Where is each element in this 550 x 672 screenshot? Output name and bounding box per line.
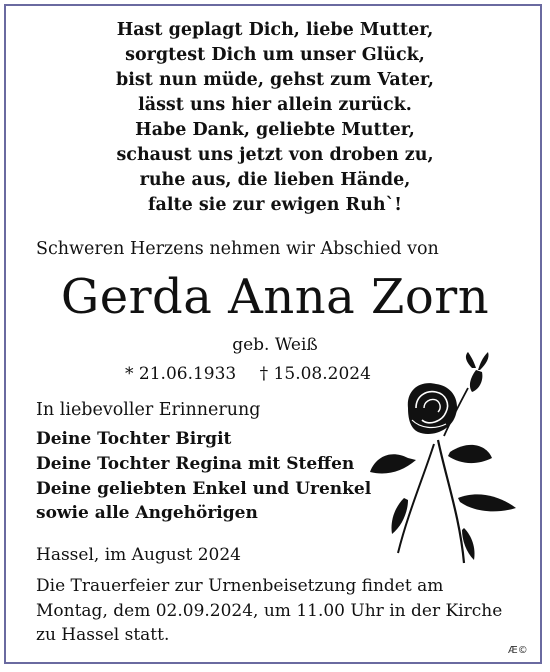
- funeral-line: zu Hassel statt.: [36, 625, 170, 645]
- poem-line: schaust uns jetzt von droben zu,: [116, 145, 434, 165]
- poem-line: Hast geplagt Dich, liebe Mutter,: [116, 20, 434, 40]
- funeral-info: [36, 574, 502, 648]
- birth-date: * 21.06.1933: [125, 364, 237, 384]
- life-dates: [125, 362, 371, 386]
- death-date: † 15.08.2024: [259, 364, 371, 384]
- poem-line: bist nun müde, gehst zum Vater,: [116, 70, 434, 90]
- farewell-intro: Schweren Herzens nehmen wir Abschied von: [36, 239, 439, 259]
- poem: [0, 18, 550, 218]
- mourner: Deine Tochter Regina mit Steffen: [36, 453, 355, 474]
- place-date: Hassel, im August 2024: [36, 545, 241, 565]
- poem-line: lässt uns hier allein zurück.: [138, 95, 412, 115]
- mourner: Deine Tochter Birgit: [36, 429, 232, 449]
- funeral-line: Die Trauerfeier zur Urnenbeisetzung findet am: [36, 576, 444, 596]
- mourner: sowie alle Angehörigen: [36, 503, 258, 524]
- poem-line: sorgtest Dich um unser Glück,: [125, 45, 425, 65]
- deceased-name: Gerda Anna Zorn: [60, 269, 490, 325]
- maiden-name: geb. Weiß: [232, 335, 318, 355]
- poem-line: falte sie zur ewigen Ruh`!: [148, 195, 402, 215]
- poem-line: Habe Dank, geliebte Mutter,: [135, 120, 415, 140]
- artist-mark: Æ©: [508, 645, 528, 656]
- mourner: Deine geliebten Enkel und Urenkel: [36, 478, 372, 499]
- mourners-list: [36, 427, 371, 526]
- memory-line: In liebevoller Erinnerung: [36, 400, 261, 420]
- rose-icon: [368, 348, 520, 566]
- funeral-line: Montag, dem 02.09.2024, um 11.00 Uhr in der Kirche: [36, 600, 503, 621]
- poem-line: ruhe aus, die lieben Hände,: [139, 170, 411, 190]
